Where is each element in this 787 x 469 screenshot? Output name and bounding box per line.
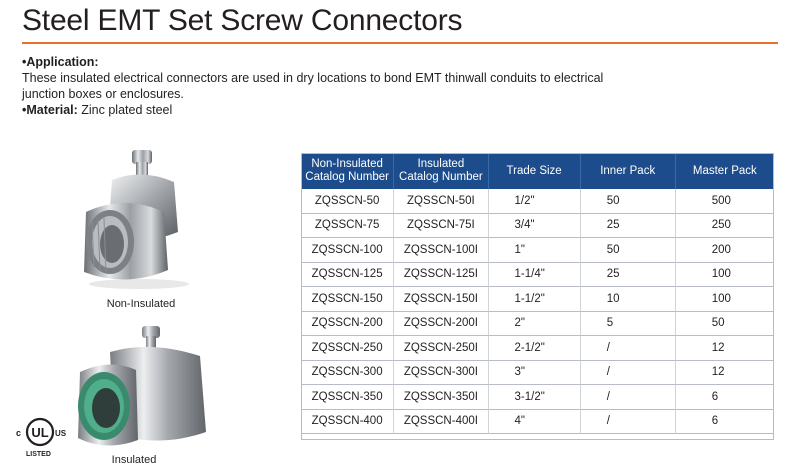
non-insulated-catalog-cell: ZQSSCN-300 <box>301 361 394 386</box>
non-insulated-catalog-cell: ZQSSCN-250 <box>301 336 394 361</box>
spec-table-body <box>301 189 774 434</box>
inner-pack-cell: 25 <box>581 214 676 239</box>
master-pack-cell: 100 <box>676 287 774 312</box>
application-heading: •Application: <box>22 55 99 69</box>
insulated-catalog-cell: ZQSSCN-400I <box>394 410 488 435</box>
non-insulated-catalog-cell: ZQSSCN-200 <box>301 312 394 337</box>
trade-size-cell: 3-1/2" <box>489 385 581 410</box>
trade-size-cell: 3" <box>489 361 581 386</box>
inner-pack-cell: / <box>581 385 676 410</box>
insulated-catalog-cell: ZQSSCN-150I <box>394 287 488 312</box>
insulated-catalog-cell: ZQSSCN-200I <box>394 312 488 337</box>
application-text: These insulated electrical connectors are used in dry locations to bond EMT thinwall conduits to electrical junction boxes or enclosures. <box>22 71 604 101</box>
page-title: Steel EMT Set Screw Connectors <box>22 4 463 37</box>
table-row <box>301 287 774 312</box>
header-trade-size: Trade Size <box>489 153 581 189</box>
non-insulated-catalog-cell: ZQSSCN-125 <box>301 263 394 288</box>
header-master-pack: Master Pack <box>676 153 774 189</box>
table-row <box>301 312 774 337</box>
trade-size-cell: 2-1/2" <box>489 336 581 361</box>
table-row <box>301 410 774 435</box>
table-row <box>301 238 774 263</box>
master-pack-cell: 12 <box>676 336 774 361</box>
insulated-catalog-cell: ZQSSCN-125I <box>394 263 488 288</box>
master-pack-cell: 250 <box>676 214 774 239</box>
header-non-insulated: Non-Insulated Catalog Number <box>301 153 394 189</box>
ul-listed-logo <box>10 412 70 462</box>
table-row <box>301 361 774 386</box>
inner-pack-cell: 50 <box>581 238 676 263</box>
master-pack-cell: 200 <box>676 238 774 263</box>
header-insulated: Insulated Catalog Number <box>394 153 488 189</box>
material-line <box>22 102 642 118</box>
non-insulated-catalog-cell: ZQSSCN-400 <box>301 410 394 435</box>
trade-size-cell: 2" <box>489 312 581 337</box>
trade-size-cell: 1/2" <box>489 189 581 214</box>
material-label: •Material: <box>22 103 78 117</box>
non-insulated-catalog-cell: ZQSSCN-75 <box>301 214 394 239</box>
non-insulated-catalog-cell: ZQSSCN-100 <box>301 238 394 263</box>
table-row <box>301 263 774 288</box>
master-pack-cell: 100 <box>676 263 774 288</box>
table-row <box>301 214 774 239</box>
material-value: Zinc plated steel <box>77 103 173 117</box>
insulated-catalog-cell: ZQSSCN-75I <box>394 214 488 239</box>
table-row <box>301 385 774 410</box>
non-insulated-catalog-cell: ZQSSCN-350 <box>301 385 394 410</box>
trade-size-cell: 1-1/2" <box>489 287 581 312</box>
non-insulated-catalog-cell: ZQSSCN-150 <box>301 287 394 312</box>
ul-c-mark: c <box>16 428 22 438</box>
insulated-catalog-cell: ZQSSCN-250I <box>394 336 488 361</box>
insulated-caption: Insulated <box>111 454 157 466</box>
master-pack-cell: 6 <box>676 410 774 435</box>
master-pack-cell: 6 <box>676 385 774 410</box>
master-pack-cell: 50 <box>676 312 774 337</box>
insulated-catalog-cell: ZQSSCN-300I <box>394 361 488 386</box>
insulated-catalog-cell: ZQSSCN-50I <box>394 189 488 214</box>
inner-pack-cell: 50 <box>581 189 676 214</box>
ul-listed-mark: LISTED <box>26 451 51 458</box>
inner-pack-cell: / <box>581 361 676 386</box>
header-inner-pack: Inner Pack <box>581 153 676 189</box>
ul-logo-icon <box>10 412 70 462</box>
insulated-catalog-cell: ZQSSCN-350I <box>394 385 488 410</box>
insulated-catalog-cell: ZQSSCN-100I <box>394 238 488 263</box>
table-row <box>301 336 774 361</box>
insulated-connector-image <box>70 322 220 452</box>
inner-pack-cell: / <box>581 410 676 435</box>
master-pack-cell: 12 <box>676 361 774 386</box>
trade-size-cell: 1" <box>489 238 581 263</box>
description <box>22 54 642 118</box>
inner-pack-cell: 5 <box>581 312 676 337</box>
non-insulated-caption: Non-Insulated <box>106 298 176 310</box>
non-insulated-catalog-cell: ZQSSCN-50 <box>301 189 394 214</box>
spec-table <box>301 153 774 434</box>
inner-pack-cell: 25 <box>581 263 676 288</box>
inner-pack-cell: 10 <box>581 287 676 312</box>
ul-us-mark: US <box>55 429 67 438</box>
title-divider <box>22 42 778 44</box>
trade-size-cell: 4" <box>489 410 581 435</box>
spec-table-header <box>301 153 774 189</box>
master-pack-cell: 500 <box>676 189 774 214</box>
ul-mark: UL <box>31 425 49 440</box>
table-row <box>301 189 774 214</box>
trade-size-cell: 1-1/4" <box>489 263 581 288</box>
trade-size-cell: 3/4" <box>489 214 581 239</box>
inner-pack-cell: / <box>581 336 676 361</box>
non-insulated-connector-image <box>64 142 204 292</box>
header-row <box>301 153 774 189</box>
